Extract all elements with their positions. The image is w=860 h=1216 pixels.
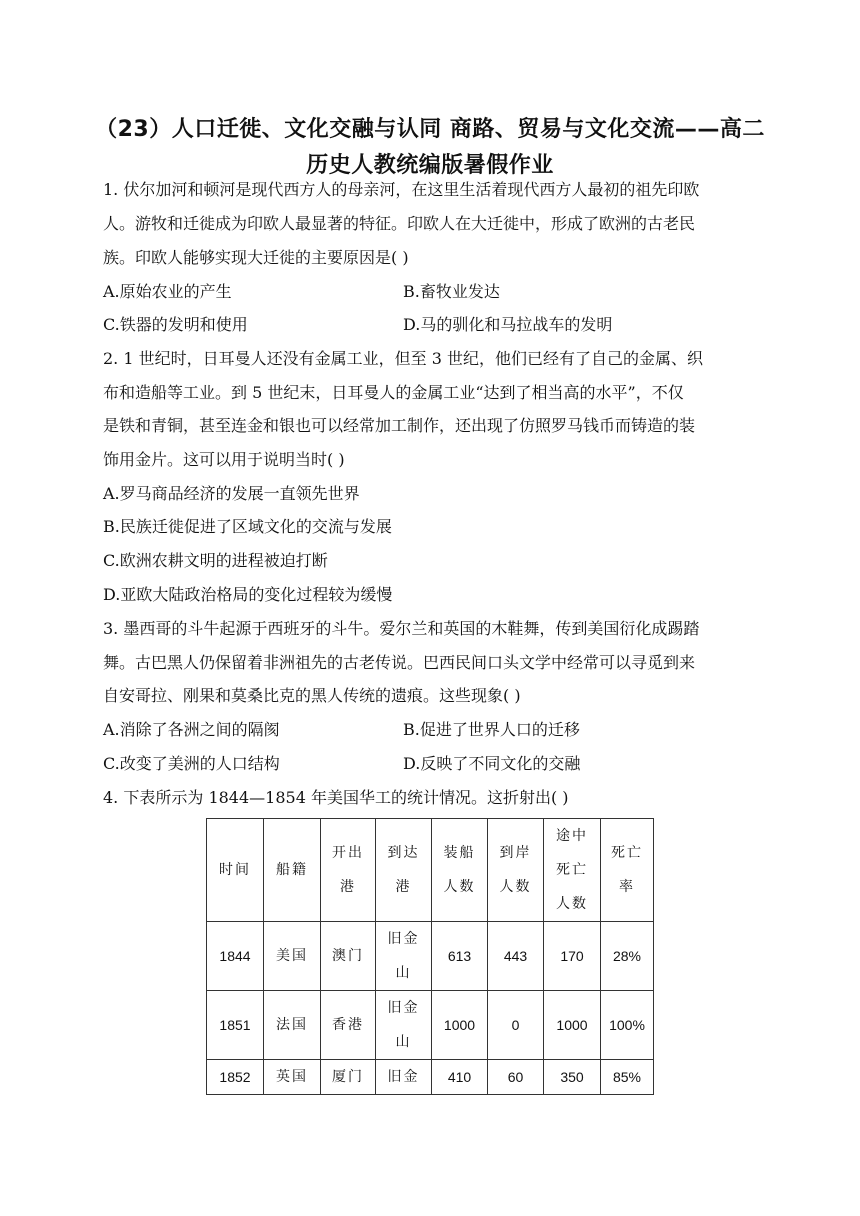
q1-option-d[interactable]: D.马的驯化和马拉战车的发明: [403, 315, 613, 334]
q3-option-c[interactable]: C.改变了美洲的人口结构: [103, 754, 280, 773]
q2-stem-line-3: 是铁和青铜，甚至连金和银也可以经常加工制作，还出现了仿照罗马钱币而铸造的装: [103, 416, 696, 435]
cell-arrived-count: 443: [488, 922, 544, 991]
cell-arrived-count: 0: [488, 991, 544, 1060]
q1-stem-line-1: 1. 伏尔加河和顿河是现代西方人的母亲河，在这里生活着现代西方人最初的祖先印欧: [103, 180, 700, 199]
q2-option-a[interactable]: A.罗马商品经济的发展一直领先世界: [103, 484, 360, 503]
chinese-laborers-stats-table: [206, 818, 654, 1095]
table-row: [207, 1060, 654, 1095]
cell-embarked-count: 410: [432, 1060, 488, 1095]
q1-option-a[interactable]: A.原始农业的产生: [103, 282, 232, 301]
cell-year: 1851: [207, 991, 264, 1060]
cell-year: 1852: [207, 1060, 264, 1095]
table-header-row: [207, 819, 654, 922]
header-deaths-en-route: 途中 死亡 人数: [544, 819, 601, 922]
header-ship-registry: 船籍: [264, 819, 321, 922]
document-title-line-1: （23）人口迁徙、文化交融与认同 商路、贸易与文化交流——高二: [95, 117, 765, 142]
cell-arrival-port: 旧金 山: [376, 991, 432, 1060]
cell-embarked-count: 1000: [432, 991, 488, 1060]
q2-option-c[interactable]: C.欧洲农耕文明的进程被迫打断: [103, 551, 328, 570]
header-departure-port: 开出 港: [321, 819, 376, 922]
q2-option-d[interactable]: D.亚欧大陆政治格局的变化过程较为缓慢: [103, 585, 393, 604]
q1-stem-line-3: 族。印欧人能够实现大迁徙的主要原因是( ): [103, 248, 409, 267]
q3-stem-line-3: 自安哥拉、刚果和莫桑比克的黑人传统的遗痕。这些现象( ): [103, 686, 521, 705]
document-title-line-2: 历史人教统编版暑假作业: [306, 153, 554, 178]
cell-ship-registry: 英国: [264, 1060, 321, 1095]
cell-departure-port: 澳门: [321, 922, 376, 991]
q3-stem-line-2: 舞。古巴黑人仍保留着非洲祖先的古老传说。巴西民间口头文学中经常可以寻觅到来: [103, 653, 696, 672]
q3-option-b[interactable]: B.促进了世界人口的迁移: [403, 720, 580, 739]
header-death-rate: 死亡 率: [601, 819, 654, 922]
q2-stem-line-4: 饰用金片。这可以用于说明当时( ): [103, 450, 345, 469]
cell-departure-port: 香港: [321, 991, 376, 1060]
cell-death-rate: 28%: [601, 922, 654, 991]
header-arrived-count: 到岸 人数: [488, 819, 544, 922]
q2-option-b[interactable]: B.民族迁徙促进了区域文化的交流与发展: [103, 517, 392, 536]
cell-arrived-count: 60: [488, 1060, 544, 1095]
cell-embarked-count: 613: [432, 922, 488, 991]
cell-death-rate: 100%: [601, 991, 654, 1060]
cell-deaths-en-route: 1000: [544, 991, 601, 1060]
cell-ship-registry: 美国: [264, 922, 321, 991]
cell-deaths-en-route: 170: [544, 922, 601, 991]
header-embarked-count: 装船 人数: [432, 819, 488, 922]
cell-year: 1844: [207, 922, 264, 991]
cell-arrival-port: 旧金: [376, 1060, 432, 1095]
table-row: [207, 991, 654, 1060]
cell-departure-port: 厦门: [321, 1060, 376, 1095]
cell-ship-registry: 法国: [264, 991, 321, 1060]
q4-stem: 4. 下表所示为 1844—1854 年美国华工的统计情况。这折射出( ): [103, 788, 569, 807]
header-time: 时间: [207, 819, 264, 922]
q3-option-d[interactable]: D.反映了不同文化的交融: [403, 754, 581, 773]
q2-stem-line-2: 布和造船等工业。到 5 世纪末，日耳曼人的金属工业“达到了相当高的水平”，不仅: [103, 383, 684, 402]
q2-stem-line-1: 2. 1 世纪时，日耳曼人还没有金属工业，但至 3 世纪，他们已经有了自己的金属、织: [103, 349, 703, 368]
cell-arrival-port: 旧金 山: [376, 922, 432, 991]
table-row: [207, 922, 654, 991]
q1-option-b[interactable]: B.畜牧业发达: [403, 282, 500, 301]
header-arrival-port: 到达 港: [376, 819, 432, 922]
q1-stem-line-2: 人。游牧和迁徙成为印欧人最显著的特征。印欧人在大迁徙中，形成了欧洲的古老民: [103, 214, 696, 233]
cell-deaths-en-route: 350: [544, 1060, 601, 1095]
q3-stem-line-1: 3. 墨西哥的斗牛起源于西班牙的斗牛。爱尔兰和英国的木鞋舞，传到美国衍化成踢踏: [103, 619, 700, 638]
cell-death-rate: 85%: [601, 1060, 654, 1095]
q3-option-a[interactable]: A.消除了各洲之间的隔阂: [103, 720, 280, 739]
q1-option-c[interactable]: C.铁器的发明和使用: [103, 315, 248, 334]
